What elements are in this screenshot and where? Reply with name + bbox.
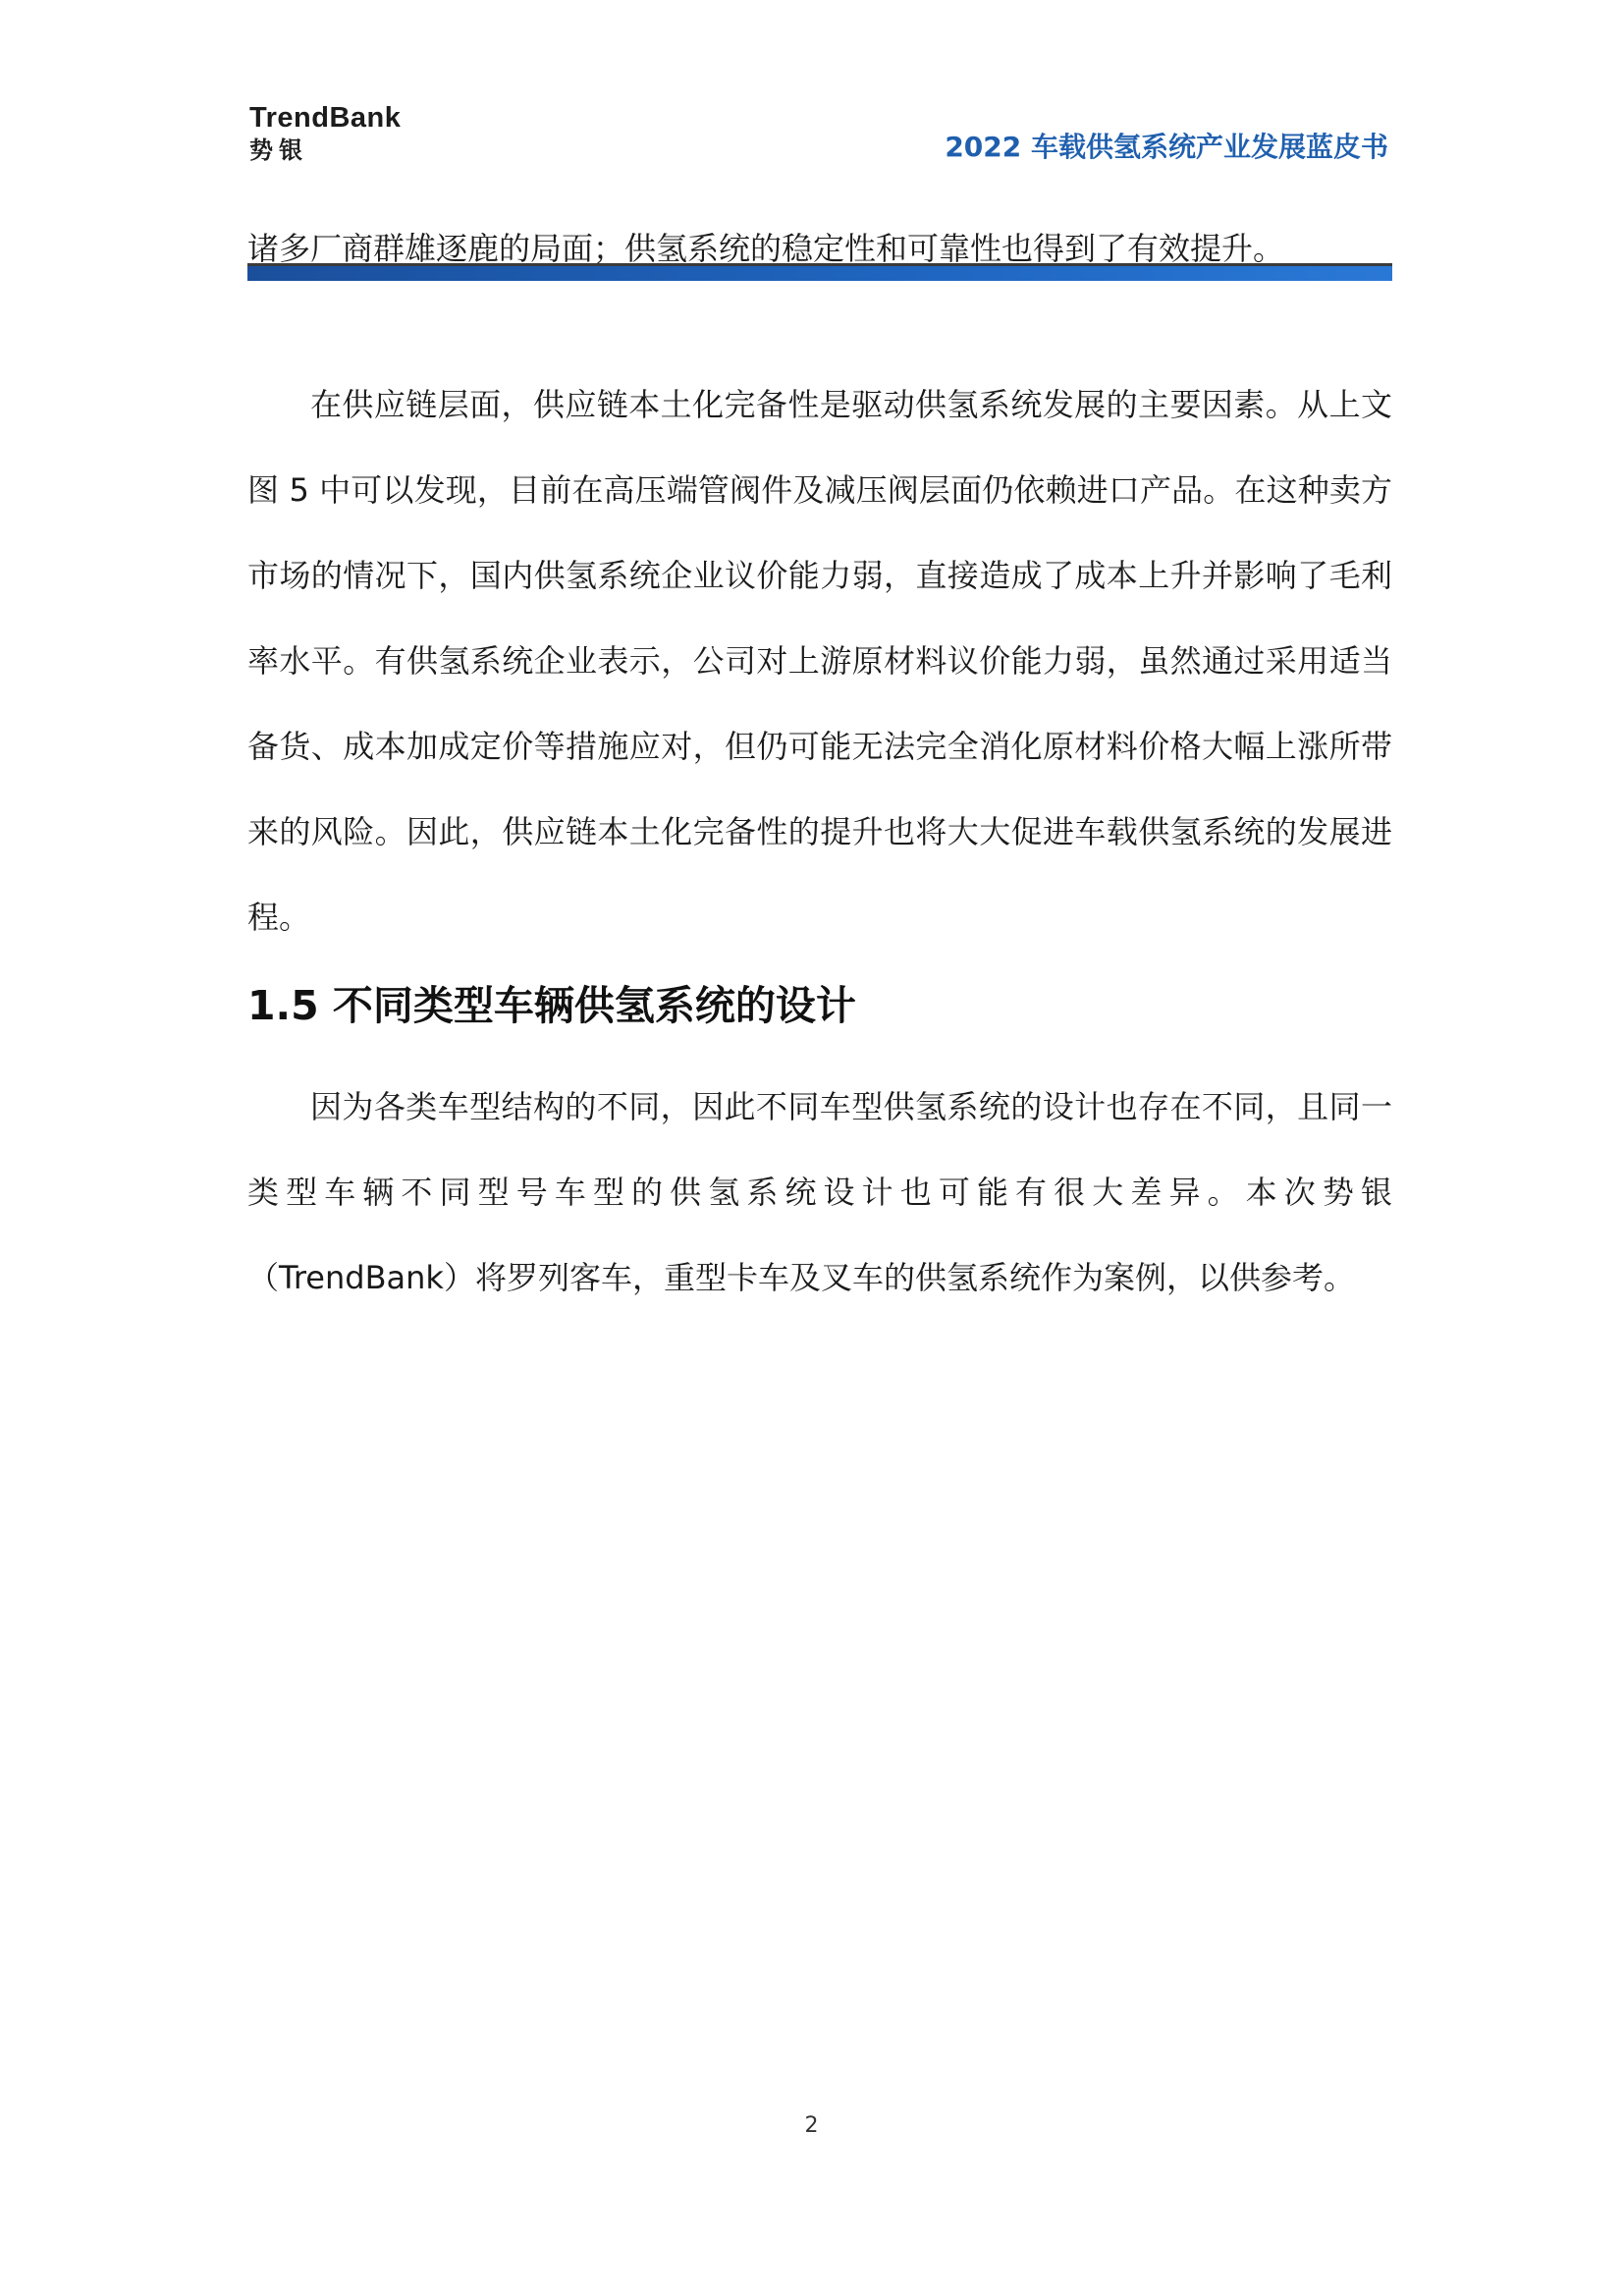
trendbank-logo — [249, 102, 401, 165]
report-title: 2022 车载供氢系统产业发展蓝皮书 — [945, 131, 1388, 163]
paragraph-supply-chain: 在供应链层面，供应链本土化完备性是驱动供氢系统发展的主要因素。从上文图 5 中可以发现，目前在高压端管阀件及减压阀层面仍依赖进口产品。在这种卖方市场的情况下，国内供氢系统企业议价能力弱，直接造成了成本上升并影响了毛利率水平。有供氢系统企业表示，公司对上游原材料议价能力弱，虽然通过采用适当备货、成本加成定价等措施应对，但仍可能无法完全消化原材料价格大幅上涨所带来的风险。因此，供应链本土化完备性的提升也将大大促进车载供氢系统的发展进程。 — [247, 386, 1392, 936]
section-heading-1-5: 1.5 不同类型车辆供氢系统的设计 — [247, 982, 856, 1029]
heading-spacer-bottom — [247, 1035, 1392, 1065]
page-number: 2 — [804, 2113, 819, 2138]
heading-spacer-top — [247, 960, 1392, 976]
document-body — [247, 206, 1392, 1321]
paragraph-continuation: 诸多厂商群雄逐鹿的局面；供氢系统的稳定性和可靠性也得到了有效提升。 — [247, 230, 1285, 267]
page-header — [247, 98, 1392, 189]
logo-english-text: TrendBank — [249, 102, 402, 134]
paragraph-vehicle-design: 因为各类车型结构的不同，因此不同车型供氢系统的设计也存在不同，且同一类型车辆不同型号车型的供氢系统设计也可能有很大差异。本次势银（TrendBank）将罗列客车，重型卡车及叉车的供氢系统作为案例，以供参考。 — [247, 1088, 1392, 1296]
logo-chinese-text: 势银 — [249, 137, 308, 164]
paragraph-spacer — [247, 292, 1392, 362]
